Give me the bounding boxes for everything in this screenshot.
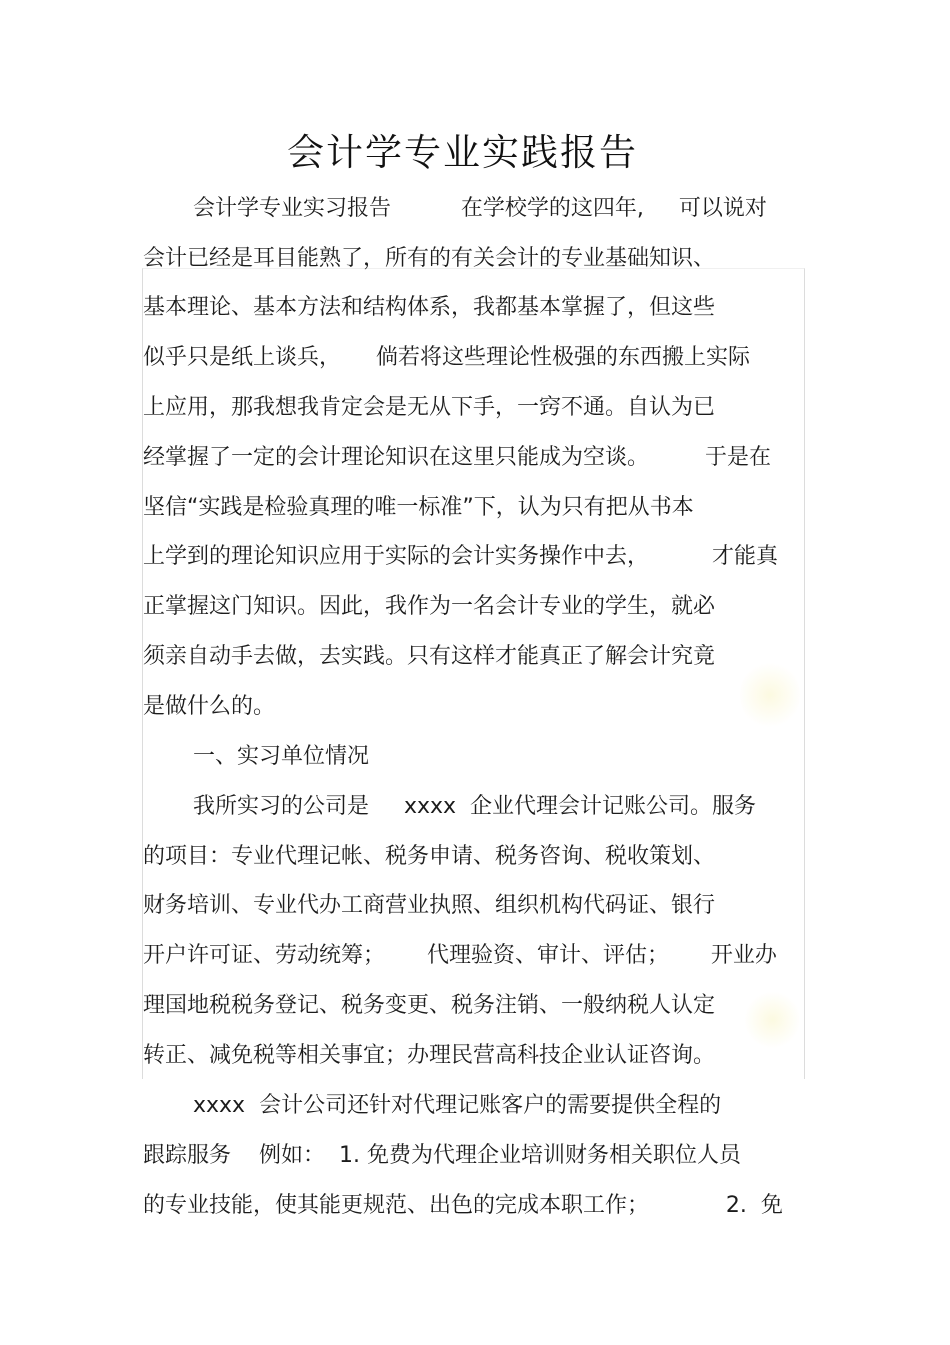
paragraph-line: 的项目：专业代理记帐、税务申请、税务咨询、税收策划、	[143, 844, 716, 869]
paragraph-line: 财务培训、专业代办工商营业执照、组织机构代码证、银行	[143, 893, 716, 918]
paragraph-line: 经掌握了一定的会计理论知识在这里只能成为空谈。 于是在	[143, 445, 771, 470]
paragraph-line: 的专业技能，使其能更规范、出色的完成本职工作； 2. 免	[143, 1193, 783, 1218]
document-title: 会计学专业实践报告	[287, 131, 638, 174]
paragraph-line: xxxx 会计公司还针对代理记账客户的需要提供全程的	[193, 1093, 722, 1118]
paragraph-line: 基本理论、基本方法和结构体系，我都基本掌握了，但这些	[143, 295, 716, 320]
paragraph-line: 上学到的理论知识应用于实际的会计实务操作中去， 才能真	[143, 544, 778, 569]
page-stain	[740, 660, 800, 730]
paragraph-line: 似乎只是纸上谈兵， 倘若将这些理论性极强的东西搬上实际	[143, 345, 750, 370]
paragraph-line: 正掌握这门知识。因此，我作为一名会计专业的学生，就必	[143, 594, 716, 619]
section-heading: 一、实习单位情况	[193, 744, 370, 769]
paragraph-line: 我所实习的公司是 xxxx 企业代理会计记账公司。服务	[193, 794, 757, 819]
paragraph-line: 理国地税税务登记、税务变更、税务注销、一般纳税人认定	[143, 993, 716, 1018]
paragraph-line: 坚信“实践是检验真理的唯一标准”下，认为只有把从书本	[143, 495, 694, 520]
paragraph-line: 须亲自动手去做，去实践。只有这样才能真正了解会计究竟	[143, 644, 716, 669]
paragraph-line: 上应用，那我想我肯定会是无从下手，一窍不通。自认为已	[143, 395, 716, 420]
paragraph-line: 会计学专业实习报告 在学校学的这四年, 可以说对	[193, 196, 767, 221]
paragraph-line: 开户许可证、劳动统筹； 代理验资、审计、评估； 开业办	[143, 943, 777, 968]
page-stain	[745, 990, 800, 1050]
paragraph-line: 是做什么的。	[143, 694, 276, 719]
paragraph-line: 跟踪服务 例如： 1. 免费为代理企业培训财务相关职位人员	[143, 1143, 741, 1168]
paragraph-line: 转正、减免税等相关事宜；办理民营高科技企业认证咨询。	[143, 1043, 716, 1068]
paragraph-line: 会计已经是耳目能熟了，所有的有关会计的专业基础知识、	[143, 246, 716, 271]
